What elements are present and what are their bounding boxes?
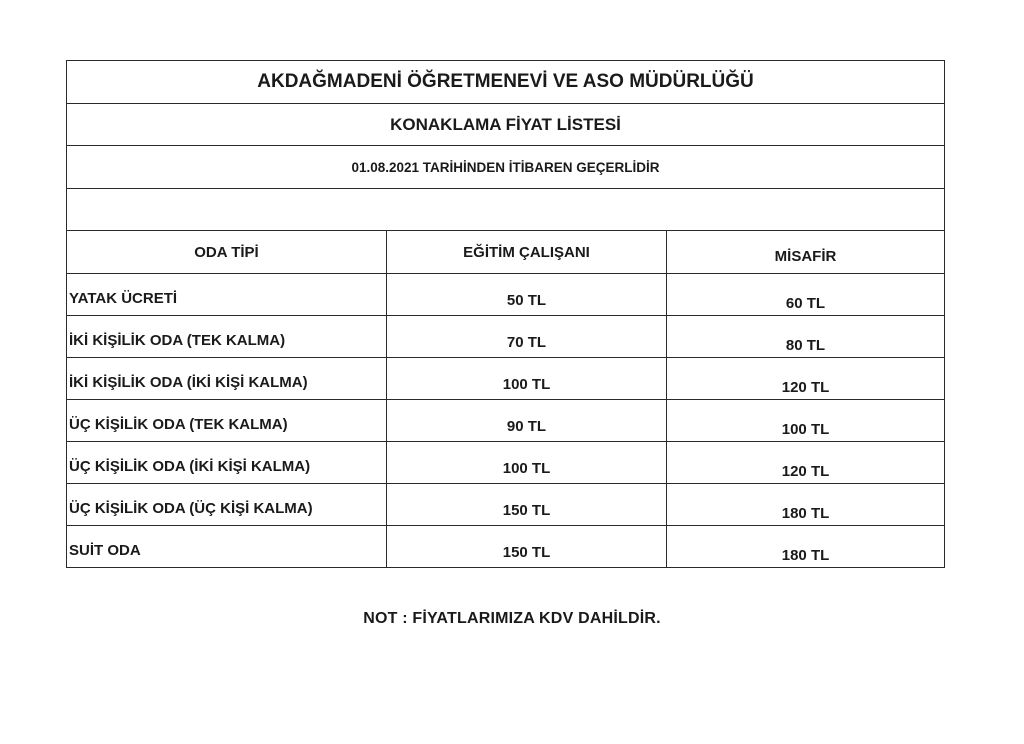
organization-name: AKDAĞMADENİ ÖĞRETMENEVİ VE ASO MÜDÜRLÜĞÜ [67, 61, 945, 104]
guest-price-cell: 120 TL [667, 442, 945, 484]
staff-price-cell: 90 TL [387, 400, 667, 442]
title-row [67, 104, 945, 146]
tax-note: NOT : FİYATLARIMIZA KDV DAHİLDİR. [363, 610, 661, 627]
staff-price-cell: 150 TL [387, 484, 667, 526]
table-row [67, 316, 945, 358]
table-row [67, 526, 945, 568]
blank-row [67, 189, 945, 231]
guest-price-cell: 60 TL [667, 274, 945, 316]
table-row [67, 358, 945, 400]
staff-price-cell: 100 TL [387, 442, 667, 484]
column-header-room-type: ODA TİPİ [67, 231, 387, 274]
room-type-cell: ÜÇ KİŞİLİK ODA (TEK KALMA) [67, 400, 387, 442]
blank-cell [67, 189, 945, 231]
guest-price-cell: 120 TL [667, 358, 945, 400]
organization-row [67, 61, 945, 104]
price-list-document [66, 60, 944, 568]
table-row [67, 484, 945, 526]
room-type-cell: İKİ KİŞİLİK ODA (İKİ KİŞİ KALMA) [67, 358, 387, 400]
staff-price-cell: 70 TL [387, 316, 667, 358]
column-header-row [67, 231, 945, 274]
room-type-cell: ÜÇ KİŞİLİK ODA (İKİ KİŞİ KALMA) [67, 442, 387, 484]
guest-price-cell: 100 TL [667, 400, 945, 442]
price-table [66, 60, 945, 568]
table-row [67, 400, 945, 442]
staff-price-cell: 50 TL [387, 274, 667, 316]
column-header-staff: EĞİTİM ÇALIŞANI [387, 231, 667, 274]
table-row [67, 274, 945, 316]
room-type-cell: İKİ KİŞİLİK ODA (TEK KALMA) [67, 316, 387, 358]
table-row [67, 442, 945, 484]
room-type-cell: ÜÇ KİŞİLİK ODA (ÜÇ KİŞİ KALMA) [67, 484, 387, 526]
validity-date: 01.08.2021 TARİHİNDEN İTİBAREN GEÇERLİDİR [67, 146, 945, 189]
guest-price-cell: 80 TL [667, 316, 945, 358]
guest-price-cell: 180 TL [667, 484, 945, 526]
column-header-guest: MİSAFİR [667, 231, 945, 274]
room-type-cell: SUİT ODA [67, 526, 387, 568]
staff-price-cell: 150 TL [387, 526, 667, 568]
validity-row [67, 146, 945, 189]
guest-price-cell: 180 TL [667, 526, 945, 568]
staff-price-cell: 100 TL [387, 358, 667, 400]
document-title: KONAKLAMA FİYAT LİSTESİ [67, 104, 945, 146]
room-type-cell: YATAK ÜCRETİ [67, 274, 387, 316]
